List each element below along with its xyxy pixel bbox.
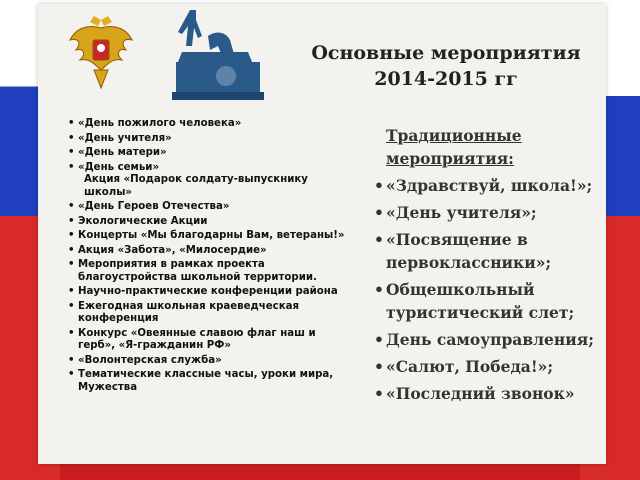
list-item: • «День учителя» <box>66 133 348 146</box>
list-item: • Конкурс «Овеянные славою флаг наш и герб», «Я-гражданин РФ» <box>66 328 348 353</box>
list-item: • «День Героев Отечества» <box>66 201 348 214</box>
list-item: • Мероприятия в рамках проекта благоустройства школьной территории. <box>66 259 348 284</box>
list-item: • Экологические Акции <box>66 216 348 229</box>
list-item: • Акция «Забота», «Милосердие» <box>66 245 348 258</box>
list-heading: Традиционные мероприятия: <box>386 126 522 168</box>
list-item: • «День учителя»; <box>374 201 630 224</box>
title-line-2: 2014-2015 гг <box>374 68 518 90</box>
title-line-1: Основные мероприятия <box>311 42 581 64</box>
list-item: • «Посвящение в первоклассники»; <box>374 228 630 274</box>
list-item: • «Последний звонок» <box>374 382 630 405</box>
list-item: • Тематические классные часы, уроки мира, Мужества <box>66 369 348 394</box>
right-traditional-events-list <box>374 124 630 409</box>
list-item: • «День семьи» Акция «Подарок солдату-выпускнику школы» <box>66 162 348 200</box>
list-item: • «День пожилого человека» <box>66 118 348 131</box>
list-item: • День самоуправления; <box>374 328 630 351</box>
list-sub-item: Акция «Подарок солдату-выпускнику школы» <box>84 174 308 198</box>
list-item: • «Салют, Победа!»; <box>374 355 630 378</box>
list-item: • «День матери» <box>66 147 348 160</box>
list-item: • Научно-практические конференции района <box>66 286 348 299</box>
list-item: • Концерты «Мы благодарны Вам, ветераны!» <box>66 230 348 243</box>
list-item: • «Здравствуй, школа!»; <box>374 174 630 197</box>
russian-coat-of-arms-icon <box>68 14 134 92</box>
list-item: • Общешкольный туристический слет; <box>374 278 630 324</box>
list-item: • Ежегодная школьная краеведческая конференция <box>66 301 348 326</box>
slide-panel <box>38 4 606 464</box>
list-item: • «Волонтерская служба» <box>66 355 348 368</box>
page-title <box>306 40 586 92</box>
minin-pozharsky-monument-icon <box>168 6 268 102</box>
left-events-list <box>66 118 348 396</box>
